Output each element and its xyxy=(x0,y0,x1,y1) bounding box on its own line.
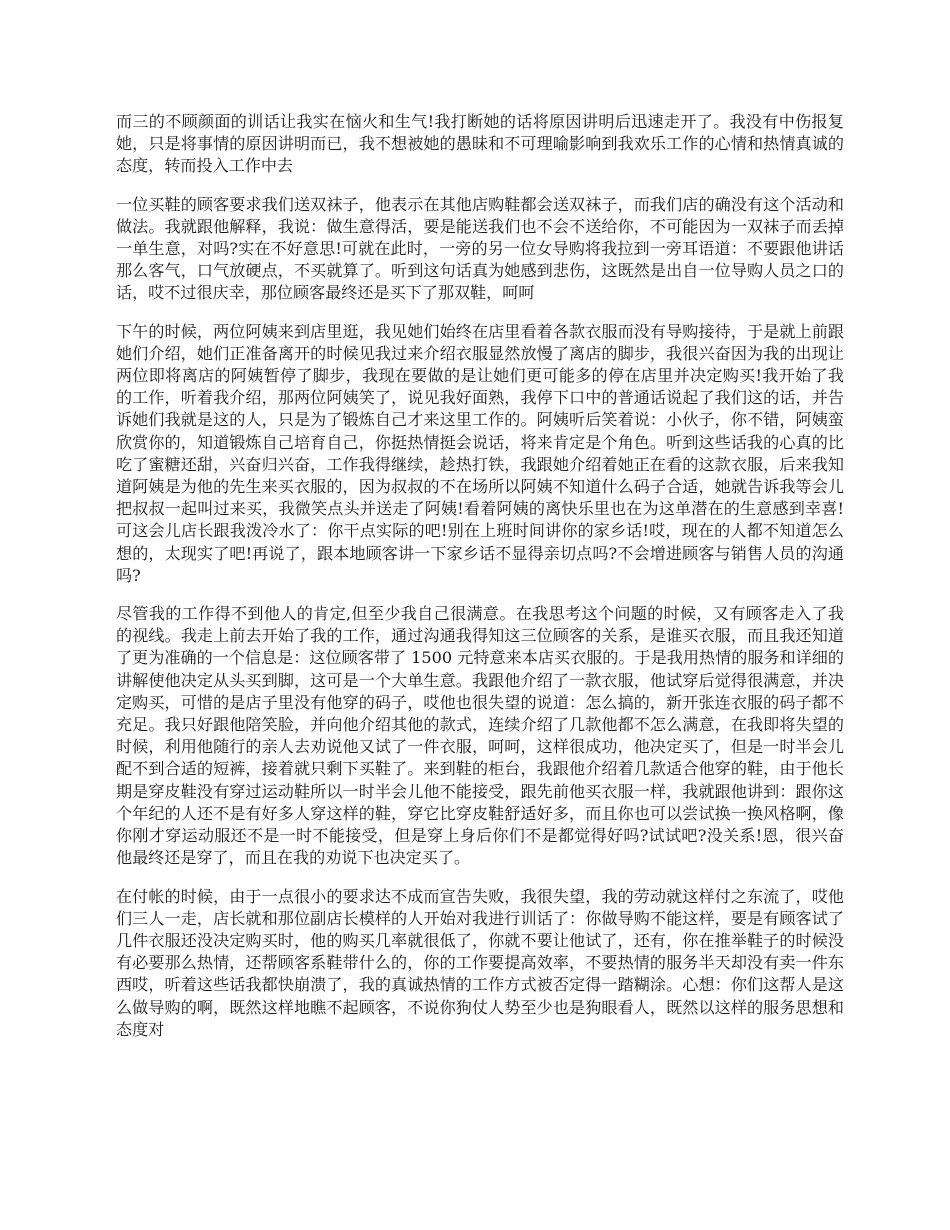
paragraph-2: 一位买鞋的顾客要求我们送双袜子，他表示在其他店购鞋都会送双袜子，而我们店的确没有这个活动和做法。我就跟他解释，我说：做生意得活，要是能送我们也不会不送给你，不可能因为一双袜子而丢掉一单生意，对吗?实在不好意思!可就在此时，一旁的另一位女导购将我拉到一旁耳语道：不要跟他讲话那么客气，口气放硬点，不买就算了。听到这句话真为她感到悲伤，这既然是出自一位导购人员之口的话，哎不过很庆幸，那位顾客最终还是买下了那双鞋，呵呵 xyxy=(116,194,844,303)
document-body xyxy=(116,111,844,1057)
paragraph-3: 下午的时候，两位阿姨来到店里逛，我见她们始终在店里看着各款衣服而没有导购接待，于是就上前跟她们介绍，她们正准备离开的时候见我过来介绍衣服显然放慢了离店的脚步，我很兴奋因为我的出现让两位即将离店的阿姨暂停了脚步，我现在要做的是让她们更可能多的停在店里并决定购买!我开始了我的工作，听着我介绍，那两位阿姨笑了，说见我好面熟，我停下口中的普通话说起了我们这的话，并告诉她们我就是这的人，只是为了锻炼自己才来这里工作的。阿姨听后笑着说：小伙子，你不错，阿姨蛮欣赏你的，知道锻炼自己培育自己，你挺热情挺会说话，将来肯定是个角色。听到这些话我的心真的比吃了蜜糖还甜，兴奋归兴奋，工作我得继续，趁热打铁，我跟她介绍着她正在看的这款衣服，后来我知道阿姨是为他的先生来买衣服的，因为叔叔的不在场所以阿姨不知道什么码子合适，她就告诉我等会儿把叔叔一起叫过来买，我微笑点头并送走了阿姨!看着阿姨的离快乐里也在为这单潜在的生意感到幸喜!可这会儿店长跟我泼冷水了：你干点实际的吧!别在上班时间讲你的家乡话!哎，现在的人都不知道怎么想的，太现实了吧!再说了，跟本地顾客讲一下家乡话不显得亲切点吗?不会增进顾客与销售人员的沟通吗? xyxy=(116,321,844,585)
paragraph-4: 尽管我的工作得不到他人的肯定,但至少我自己很满意。在我思考这个问题的时候，又有顾客走入了我的视线。我走上前去开始了我的工作，通过沟通我得知这三位顾客的关系，是谁买衣服，而且我还知道了更为准确的一个信息是：这位顾客带了 1500 元特意来本店买衣服的。于是我用热情的服务和详细的讲解使他决定从头买到脚，这可是一个大单生意。我跟他介绍了一款衣服，他试穿后觉得很满意，并决定购买，可惜的是店子里没有他穿的码子，哎他也很失望的说道：怎么搞的，新开张连衣服的码子都不充足。我只好跟他陪笑脸，并向他介绍其他的款式，连续介绍了几款他都不怎么满意，在我即将失望的时候，利用他随行的亲人去劝说他又试了一件衣服，呵呵，这样很成功，他决定买了，但是一时半会儿配不到合适的短裤，接着就只剩下买鞋了。来到鞋的柜台，我跟他介绍着几款适合他穿的鞋，由于他长期是穿皮鞋没有穿过运动鞋所以一时半会儿他不能接受，跟先前他买衣服一样，我就跟他讲到：跟你这个年纪的人还不是有好多人穿这样的鞋，穿它比穿皮鞋舒适好多，而且你也可以尝试换一换风格啊，像你刚才穿运动服还不是一时不能接受，但是穿上身后你们不是都觉得好吗?试试吧?没关系!恩，很兴奋他最终还是穿了，而且在我的劝说下也决定买了。 xyxy=(116,604,844,868)
paragraph-1: 而三的不顾颜面的训话让我实在恼火和生气!我打断她的话将原因讲明后迅速走开了。我没有中伤报复她，只是将事情的原因讲明而已，我不想被她的愚昧和不可理喻影响到我欢乐工作的心情和热情真诚的态度，转而投入工作中去 xyxy=(116,112,844,176)
paragraph-5: 在付帐的时候，由于一点很小的要求达不成而宣告失败，我很失望，我的劳动就这样付之东流了，哎他们三人一走，店长就和那位副店长模样的人开始对我进行训话了：你做导购不能这样，要是有顾客试了几件衣服还没决定购买时，他的购买几率就很低了，你就不要让他试了，还有，你在推举鞋子的时候没有必要那么热情，还帮顾客系鞋带什么的，你的工作要提高效率，不要热情的服务半天却没有卖一件东西哎，听着这些话我都快崩溃了，我的真诚热情的工作方式被否定得一踏糊涂。心想：你们这帮人是这么做导购的啊，既然这样地瞧不起顾客，不说你狗仗人势至少也是狗眼看人，既然以这样的服务思想和态度对 xyxy=(116,886,844,1039)
